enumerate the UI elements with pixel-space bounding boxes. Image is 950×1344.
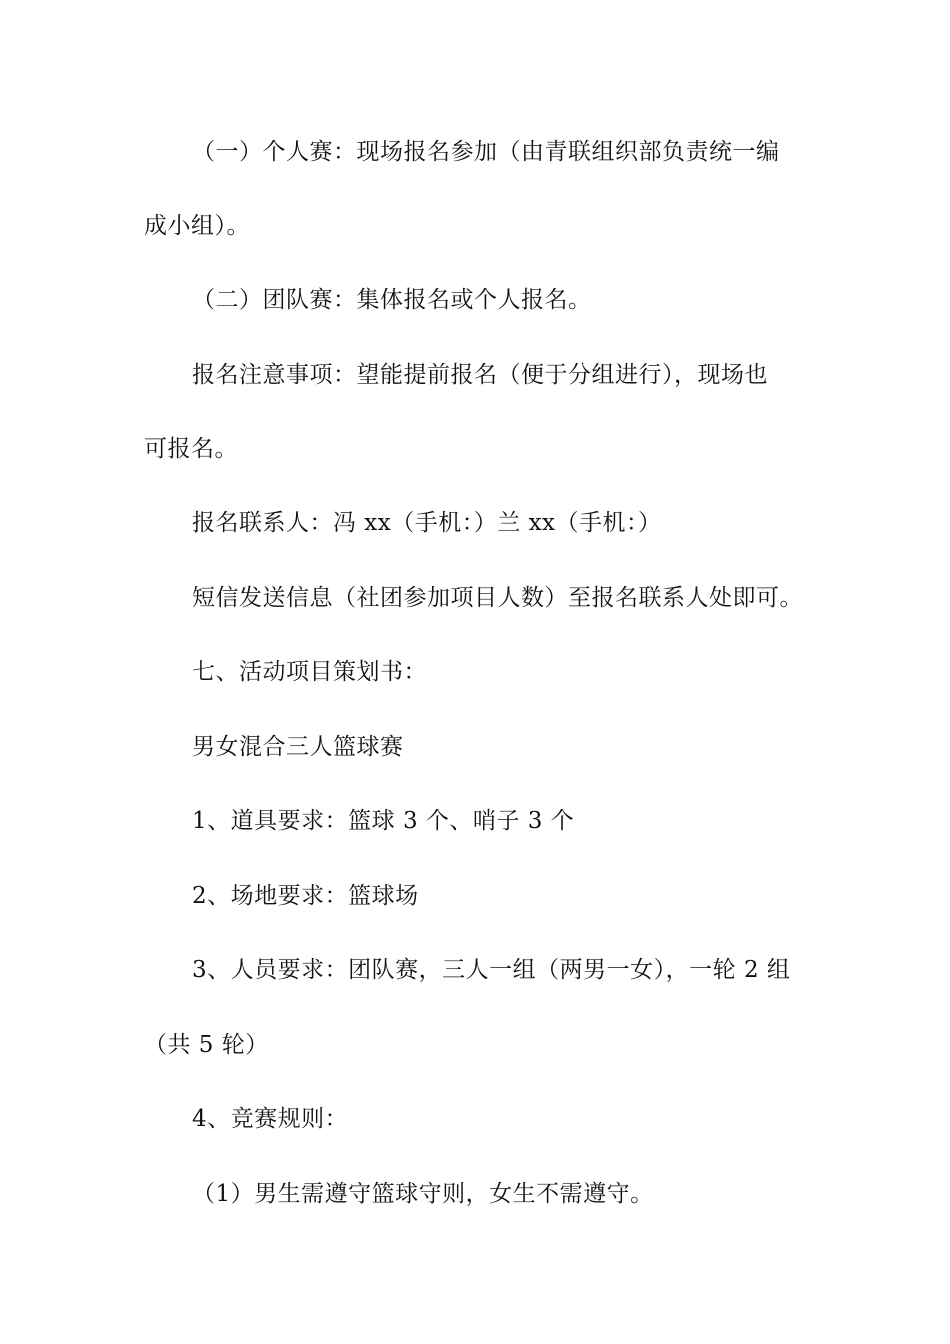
paragraph-sms: 短信发送信息（社团参加项目人数）至报名联系人处即可。	[192, 585, 803, 611]
paragraph-individual-line-1: （一）个人赛：现场报名参加（由青联组织部负责统一编	[192, 139, 780, 165]
item-personnel-line-2: （共 5 轮）	[144, 1032, 269, 1058]
event-title: 男女混合三人篮球赛	[192, 734, 404, 760]
paragraph-notes-line-1: 报名注意事项：望能提前报名（便于分组进行），现场也	[192, 362, 768, 388]
paragraph-team: （二）团队赛：集体报名或个人报名。	[192, 287, 592, 313]
paragraph-contacts: 报名联系人：冯 xx（手机：）兰 xx（手机：）	[192, 510, 662, 536]
paragraph-notes-line-2: 可报名。	[144, 436, 238, 462]
section-heading-activity-plan: 七、活动项目策划书：	[192, 659, 427, 685]
item-equipment: 1、道具要求：篮球 3 个、哨子 3 个	[192, 808, 575, 834]
item-venue: 2、场地要求：篮球场	[192, 883, 419, 909]
item-personnel-line-1: 3、人员要求：团队赛，三人一组（两男一女），一轮 2 组	[192, 957, 791, 983]
rule-1: （1）男生需遵守篮球守则，女生不需遵守。	[192, 1181, 654, 1207]
item-rules: 4、竞赛规则：	[192, 1106, 349, 1132]
paragraph-individual-line-2: 成小组）。	[144, 213, 250, 239]
